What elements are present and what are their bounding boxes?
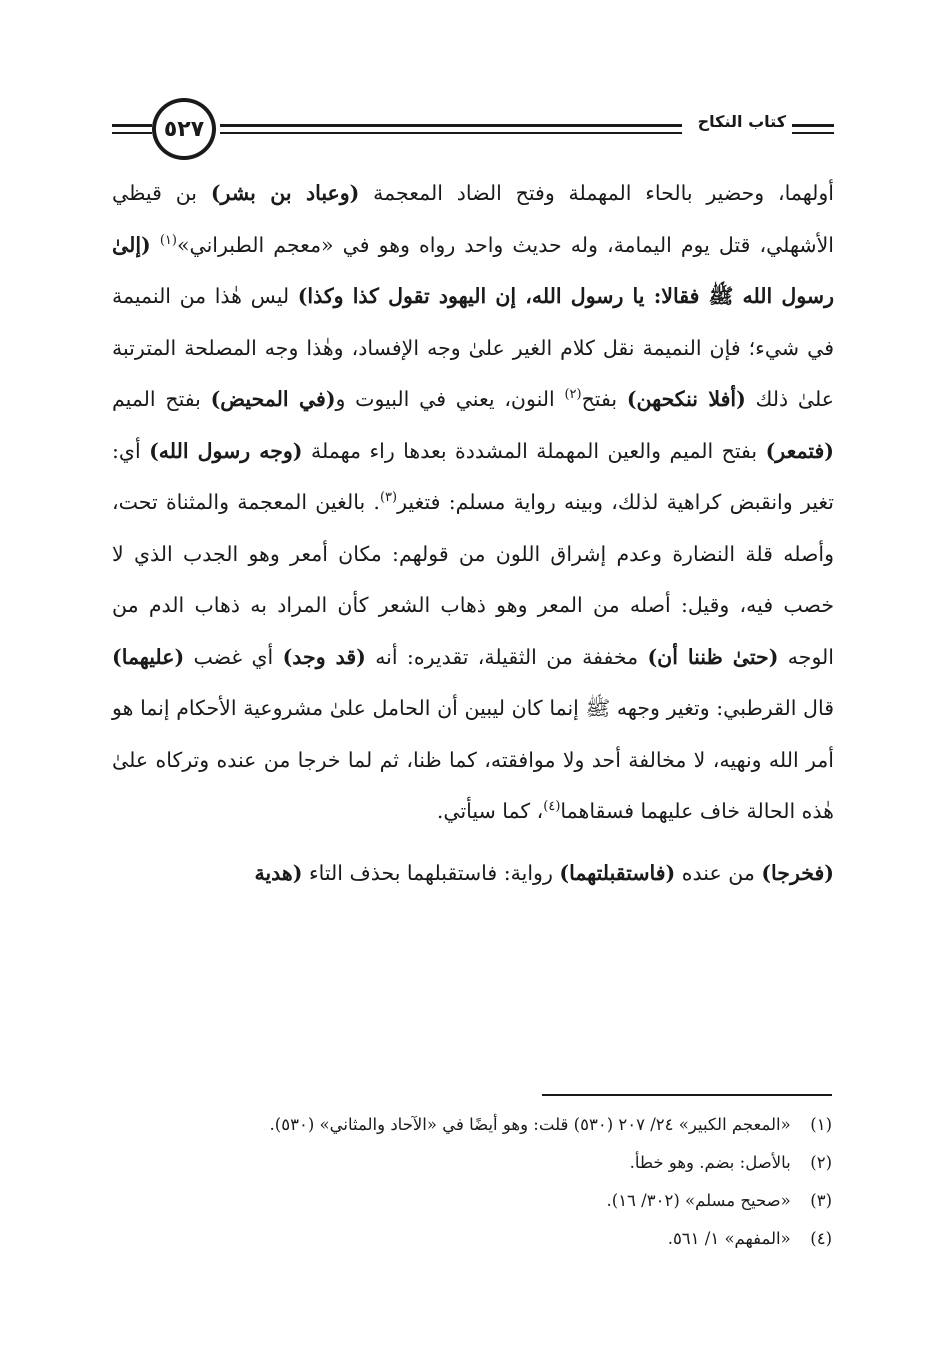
footnote: [110, 1182, 832, 1220]
main-text: [112, 168, 834, 899]
hadith-quote: (وعباد بن بشر): [210, 181, 360, 205]
footnote-number: (٢): [810, 1153, 832, 1172]
header-rule: [112, 132, 152, 134]
text-run: رواية: فاستقبلهما بحذف التاء: [302, 860, 560, 885]
footnote-ref: (١): [159, 232, 177, 248]
header-rule: [792, 132, 834, 134]
header-rule: [112, 124, 152, 127]
text-run: أي غضب: [184, 644, 283, 669]
text-run: [151, 233, 160, 257]
page-header: [112, 96, 834, 170]
running-title: كتاب النكاح: [697, 112, 786, 131]
text-run: ، كما سيأتي.: [436, 799, 544, 823]
text-run: من عنده: [675, 860, 762, 885]
hadith-quote: (وجه رسول الله): [149, 438, 303, 463]
text-run: بفتح الميم والعين المهملة المشددة بعدها راء مهملة: [302, 438, 766, 463]
hadith-quote: (إلىٰ رسول الله ﷺ فقالا: يا رسول الله، إن اليهود تقول كذا وكذا): [112, 232, 834, 308]
hadith-quote: (هدية: [254, 860, 303, 885]
text-run: بفتح: [581, 387, 627, 411]
footnote-text: «المفهم» ١/ ٥٦١.: [667, 1229, 791, 1248]
text-run: أي: تغير وانقبض كراهية لذلك، وبينه رواية مسلم: فتغير: [112, 438, 834, 514]
text-run: مخففة من الثقيلة، تقديره: أنه: [365, 644, 648, 669]
footnote-number: (٤): [810, 1229, 832, 1248]
header-rule: [220, 124, 682, 127]
text-run: بفتح الميم: [112, 387, 211, 411]
text-run: . بالغين المعجمة والمثناة تحت، وأصله قلة النضارة وعدم إشراق اللون من قولهم: مكان أمعر وهو الجدب الذي لا خصب فيه، وقيل: أصله من المعر وهو ذهاب الشعر كأن المراد به ذهاب الدم من الوجه: [112, 490, 834, 669]
hadith-quote: (قد وجد): [282, 644, 366, 669]
text-run: النون، يعني في البيوت و: [335, 387, 565, 411]
paragraph: [112, 168, 834, 838]
hadith-quote: (في المحيض): [210, 387, 336, 411]
hadith-quote: (فخرجا): [761, 860, 834, 885]
footnote-text: «صحيح مسلم» (٣٠٢/ ١٦).: [606, 1191, 791, 1210]
text-run: أولهما، وحضير بالحاء المهملة وفتح الضاد المعجمة: [359, 181, 835, 205]
hadith-quote: (فتمعر): [765, 438, 834, 463]
footnote-separator: [542, 1094, 832, 1096]
page-number: ٥٢٧: [152, 98, 216, 160]
header-rule: [220, 132, 682, 134]
footnote-number: (٣): [810, 1191, 832, 1210]
footnote: [110, 1144, 832, 1182]
text-run: قال القرطبي: وتغير وجهه ﷺ إنما كان ليبين أن الحامل علىٰ مشروعية الأحكام إنما هو أمر الله ونهيه، لا مخالفة أحد ولا موافقته، كما ظنا، ثم لما خرجا من عنده وتركاه علىٰ هٰذه الحالة خاف عليهما فسقاهما: [112, 696, 834, 823]
footnote-ref: (٣): [379, 490, 398, 506]
footnote: [110, 1106, 832, 1144]
hadith-quote: (عليهما): [112, 644, 185, 669]
text-run: ليس هٰذا من النميمة في شيء؛ فإن النميمة نقل كلام الغير علىٰ وجه الإفساد، وهٰذا وجه المصلحة المترتبة علىٰ ذلك: [112, 284, 835, 411]
footnote-text: بالأصل: بضم. وهو خطأ.: [629, 1153, 791, 1172]
hadith-quote: (حتىٰ ظننا أن): [647, 644, 779, 669]
footnotes: [110, 1106, 832, 1258]
footnote-ref: (٤): [543, 799, 561, 815]
hadith-quote: (فاستقبلتهما): [559, 860, 676, 885]
footnote-ref: (٢): [564, 387, 582, 403]
footnote-number: (١): [810, 1115, 832, 1134]
footnote: [110, 1220, 832, 1258]
footnote-text: «المعجم الكبير» ٢٤/ ٢٠٧ (٥٣٠) قلت: وهو أيضًا في «الآحاد والمثاني» (٥٣٠).: [269, 1115, 791, 1134]
hadith-quote: (أفلا ننكحهن): [626, 387, 746, 411]
header-rule: [792, 124, 834, 127]
paragraph: [112, 848, 834, 900]
text-run: بن قيظي الأشهلي، قتل يوم اليمامة، وله حديث واحد رواه وهو في «معجم الطبراني»: [112, 181, 834, 257]
